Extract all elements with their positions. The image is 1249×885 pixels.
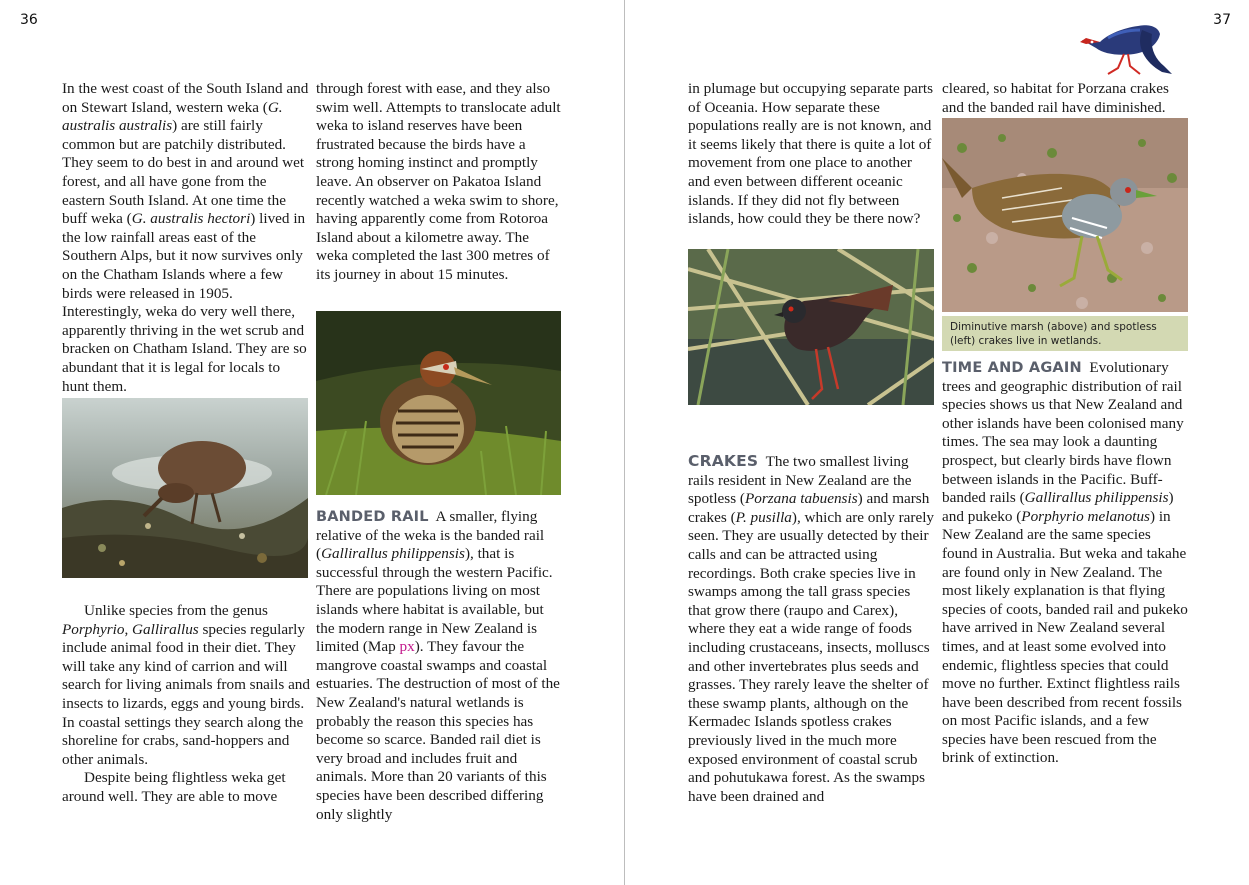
column-1-continued xyxy=(62,602,310,807)
column-2 xyxy=(316,80,563,285)
spotless-crake-photo xyxy=(688,249,934,405)
col2-paragraph-1: through forest with ease, and they also swim well. Attempts to translocate adult weka to island reserves have been frustrated because the birds have a strong homing instinct and promptly leave. An observer on Pakatoa Island recently watched a weka swim to shore, having apparently come from Rotoroa Island about a kilometre away. The weka completed the last 300 metres of its journey in about 15 minutes. xyxy=(316,80,561,283)
col4-paragraph-2: TIME AND AGAIN Evolutionary trees and geographic distribution of rail species shows us that New Zealand and other islands have been colonised many times. The sea may look a daunting prospect, but clearly birds have flown between islands in the Pacific. Buff-banded rails (Gallirallus philippensis) and pukeko (Porphyrio melanotus) in New Zealand are the same species found in Australia. But weka and takahe are found only in New Zealand. The most likely explanation is that flying species of coots, banded rail and pukeko have arrived in New Zealand several times, and at least some evolved into endemic, flightless species that could move no further. Extinct flightless rails have been described from recent fossils on most Pacific islands, and a few species have been rescued from the brink of extinction. xyxy=(942,359,1188,767)
marsh-crake-photo xyxy=(942,118,1188,312)
page-number-left: 36 xyxy=(20,12,38,28)
heading-banded-rail: BANDED RAIL xyxy=(316,509,429,525)
col1-paragraph-2: Unlike species from the genus Porphyrio, Gallirallus species regularly include animal food in their diet. They will take any kind of carrion and will search for living animals from snails and insects to lizards, eggs and young birds. In coastal settings they search along the shoreline for crabs, sand-hoppers and other animals. xyxy=(62,602,310,768)
swamphen-illustration xyxy=(1078,16,1176,78)
column-2-continued xyxy=(316,508,563,824)
col1-paragraph-3: Despite being flightless weka get around well. They are able to move xyxy=(62,769,286,805)
column-3 xyxy=(688,80,934,229)
column-1 xyxy=(62,80,310,396)
heading-crakes: CRAKES xyxy=(688,452,759,470)
heading-time-and-again: TIME AND AGAIN xyxy=(942,360,1082,376)
col3-paragraph-2: CRAKES The two smallest living rails resident in New Zealand are the spotless (Porzana tabuensis) and marsh crakes (P. pusilla), which are only rarely seen. They are usually detected by their calls and can be attracted using recordings. Both crake species live in swamps among the tall grass species that grow there (raupo and Carex), where they eat a wide range of foods including crustaceans, insects, molluscs and other invertebrates plus seeds and grasses. They rarely leave the shelter of these swamp plants, although on the Kermadec Islands spotless crakes previously lived in the much more exposed environment of coastal scrub and pohutukawa forest. As the swamps have been drained and xyxy=(688,452,935,805)
col3-paragraph-1: in plumage but occupying separate parts of Oceania. How separate these populations really are is not known, and it seems likely that there is quite a lot of movement from one place to another and even between different oceanic islands. If they did not fly between islands, how could they be there now? xyxy=(688,80,934,228)
column-3-continued xyxy=(688,452,934,806)
col2-paragraph-2: BANDED RAIL A smaller, flying relative of the weka is the banded rail (Gallirallus philippensis), that is successful through the western Pacific. There are populations living on most islands where habitat is available, but the modern range in New Zealand is limited (Map px). They favour the mangrove coastal swamps and coastal estuaries. The destruction of most of the New Zealand's natural wetlands is probably the reason this species has become so scarce. Banded rail diet is very broad and includes fruit and animals. More than 20 variants of this species have been described differing only slightly xyxy=(316,508,560,823)
photo-caption: Diminutive marsh (above) and spotless (left) crakes live in wetlands. xyxy=(942,316,1188,351)
col4-paragraph-1: cleared, so habitat for Porzana crakes and the banded rail have diminished. xyxy=(942,80,1169,116)
column-4-continued xyxy=(942,359,1188,768)
weka-photo xyxy=(62,398,308,578)
banded-rail-photo xyxy=(316,311,561,495)
col1-paragraph-1: In the west coast of the South Island and on Stewart Island, western weka (G. australis australis) are still fairly common but are patchily distributed. They seem to do best in and around wet forest, and all have gone from the eastern South Island. At one time the buff weka (G. australis hectori) lived in the low rainfall areas east of the Southern Alps, but it now survives only on the Chatham Islands where a few birds were released in 1905. Interestingly, weka do very well there, apparently thriving in the wet scrub and bracken on Chatham Island. They are so abundant that it is legal for locals to hunt them. xyxy=(62,80,309,395)
column-4 xyxy=(942,80,1188,117)
page-gutter xyxy=(624,0,625,885)
map-reference-link[interactable]: px xyxy=(399,638,415,656)
page-number-right: 37 xyxy=(1213,12,1231,28)
